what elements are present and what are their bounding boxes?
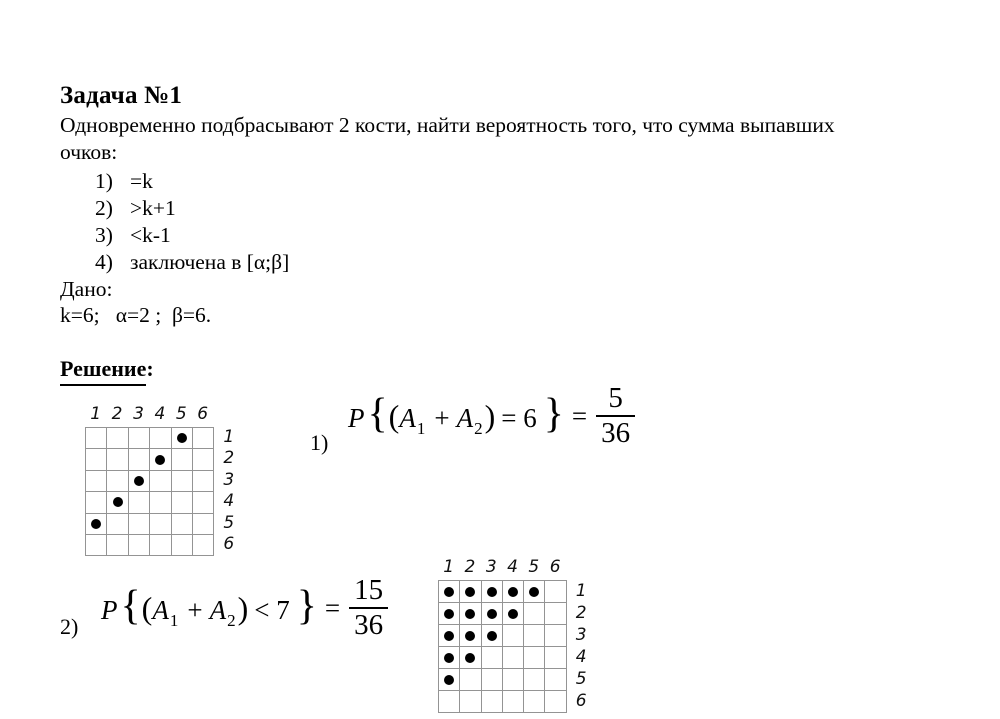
grid-cell — [438, 668, 459, 690]
grid-cell — [149, 491, 170, 512]
grid-cell — [544, 602, 565, 624]
grid-cell — [481, 646, 502, 668]
outcome-dot — [465, 609, 475, 619]
grid-col-label: 1 — [443, 557, 455, 577]
grid-cell — [106, 491, 127, 512]
grid-cell — [106, 448, 127, 469]
grid-cell — [523, 580, 544, 602]
formula-left-brace: { — [120, 583, 141, 629]
grid-row-label: 2 — [575, 603, 587, 623]
grid-cell — [149, 448, 170, 469]
grid-cell — [459, 690, 480, 712]
grid-cell — [149, 427, 170, 448]
grid-cell — [128, 427, 149, 448]
grid-row-label: 4 — [223, 491, 235, 512]
condition-marker: 4) — [95, 250, 113, 274]
solution-heading — [60, 356, 154, 386]
grid-cell — [438, 624, 459, 646]
grid-cell — [438, 690, 459, 712]
grid-cell — [502, 580, 523, 602]
outcome-dot — [444, 587, 454, 597]
fraction-numerator: 5 — [608, 381, 623, 414]
grid-cell — [128, 448, 149, 469]
grid-cell — [85, 491, 106, 512]
grid-cell — [481, 624, 502, 646]
grid-cell — [459, 624, 480, 646]
fraction-numerator: 15 — [354, 573, 384, 606]
formula-A2-sub: 2 — [474, 419, 483, 438]
formula-fraction — [349, 573, 388, 641]
grid-cell — [544, 690, 565, 712]
solution-heading-text: Решение — [60, 356, 146, 386]
grid-cell — [481, 602, 502, 624]
formula-right-paren: ) — [237, 590, 249, 626]
formula-equals: = — [571, 400, 588, 431]
grid-cell — [438, 580, 459, 602]
grid-cell — [106, 534, 127, 555]
grid-cell — [106, 470, 127, 491]
formula-relation: = 6 — [501, 403, 537, 433]
grid-cell — [523, 690, 544, 712]
grid-cell — [544, 668, 565, 690]
grid-cell — [502, 668, 523, 690]
formula-equals: = — [324, 592, 341, 623]
outcome-dot — [134, 476, 144, 486]
condition-text: =k — [130, 169, 153, 193]
grid-cell — [171, 534, 192, 555]
outcome-dot — [91, 519, 101, 529]
grid-cell — [106, 513, 127, 534]
grid-cell — [85, 470, 106, 491]
condition-marker: 2) — [95, 196, 113, 220]
given-label: Дано: — [60, 277, 113, 301]
grid-cell — [192, 534, 213, 555]
solution-item-label-2: 2) — [60, 614, 79, 639]
grid-cell — [192, 448, 213, 469]
grid-cells — [438, 580, 567, 713]
grid-cell — [192, 513, 213, 534]
formula-A2: A — [209, 595, 227, 625]
grid-col-label: 4 — [154, 404, 166, 424]
grid-cell — [128, 513, 149, 534]
outcome-dot — [444, 675, 454, 685]
grid-cell — [106, 427, 127, 448]
grid-row-label: 6 — [575, 691, 587, 711]
outcome-grid-1 — [85, 403, 235, 556]
grid-cell — [149, 534, 170, 555]
outcome-dot — [465, 631, 475, 641]
grid-cell — [85, 513, 106, 534]
condition-text: заключена в [α;β] — [130, 250, 290, 274]
outcome-dot — [155, 455, 165, 465]
outcome-dot — [529, 587, 539, 597]
formula-right-brace: } — [543, 391, 564, 437]
grid-row-labels — [223, 427, 234, 555]
grid-cell — [192, 491, 213, 512]
formula-left-brace: { — [367, 391, 388, 437]
grid-col-label: 2 — [464, 557, 476, 577]
grid-col-labels — [438, 556, 567, 578]
grid-cell — [171, 427, 192, 448]
grid-cell — [544, 646, 565, 668]
grid-cell — [85, 448, 106, 469]
formula-P: P — [101, 595, 118, 625]
fraction-denominator: 36 — [354, 609, 384, 641]
page-title: Задача №1 — [60, 82, 183, 109]
grid-col-label: 5 — [528, 557, 540, 577]
grid-cell — [128, 534, 149, 555]
grid-row-label: 4 — [575, 647, 587, 667]
outcome-dot — [465, 587, 475, 597]
formula-P: P — [348, 403, 365, 433]
solution-heading-colon: : — [146, 356, 154, 381]
outcome-dot — [444, 631, 454, 641]
grid-row-label: 6 — [223, 533, 235, 554]
grid-cell — [438, 602, 459, 624]
formula-fraction — [596, 381, 635, 449]
outcome-dot — [508, 587, 518, 597]
condition-marker: 1) — [95, 169, 113, 193]
grid-cell — [192, 427, 213, 448]
problem-text-line-2: очков: — [60, 140, 118, 164]
condition-text: >k+1 — [130, 196, 176, 220]
probability-formula-2 — [101, 573, 388, 641]
fraction-denominator: 36 — [601, 417, 631, 449]
grid-col-label: 2 — [111, 404, 123, 424]
condition-text: <k-1 — [130, 223, 171, 247]
grid-cell — [171, 470, 192, 491]
grid-cell — [523, 646, 544, 668]
grid-cell — [149, 470, 170, 491]
grid-cells — [85, 427, 214, 556]
grid-cell — [171, 513, 192, 534]
grid-cell — [523, 624, 544, 646]
formula-A1: A — [399, 403, 416, 433]
grid-cell — [149, 513, 170, 534]
grid-cell — [481, 690, 502, 712]
grid-cell — [85, 534, 106, 555]
formula-A1-sub: 1 — [416, 419, 426, 438]
solution-item-label-1: 1) — [310, 430, 329, 455]
given-values: k=6; α=2 ; β=6. — [60, 303, 212, 327]
grid-col-label: 6 — [549, 557, 561, 577]
grid-col-label: 4 — [507, 557, 518, 577]
grid-cell — [459, 580, 480, 602]
condition-marker: 3) — [95, 223, 113, 247]
grid-col-label: 1 — [90, 404, 102, 424]
grid-cell — [523, 668, 544, 690]
grid-cell — [171, 448, 192, 469]
formula-A1-sub: 1 — [169, 611, 179, 630]
outcome-dot — [444, 609, 454, 619]
grid-cell — [128, 491, 149, 512]
grid-col-labels — [85, 403, 214, 425]
outcome-dot — [177, 433, 187, 443]
grid-col-label: 3 — [485, 557, 497, 577]
formula-lhs — [101, 583, 318, 630]
grid-cell — [502, 646, 523, 668]
outcome-dot — [465, 653, 475, 663]
outcome-dot — [487, 631, 497, 641]
grid-cell — [544, 624, 565, 646]
grid-row-label: 1 — [575, 581, 587, 601]
outcome-grid-2 — [438, 556, 587, 713]
grid-row-label: 1 — [223, 427, 235, 447]
grid-row-label: 3 — [223, 469, 235, 490]
outcome-dot — [444, 653, 454, 663]
grid-row-label: 2 — [223, 448, 235, 469]
formula-A2: A — [456, 403, 474, 433]
grid-row-label: 5 — [223, 512, 235, 533]
grid-cell — [502, 690, 523, 712]
grid-cell — [438, 646, 459, 668]
outcome-dot — [113, 497, 123, 507]
grid-cell — [171, 491, 192, 512]
grid-row-label: 3 — [575, 625, 587, 645]
outcome-dot — [508, 609, 518, 619]
formula-left-paren: ( — [388, 398, 400, 434]
grid-cell — [502, 602, 523, 624]
grid-cell — [544, 580, 565, 602]
grid-cell — [192, 470, 213, 491]
grid-cell — [85, 427, 106, 448]
grid-col-label: 5 — [175, 404, 187, 424]
outcome-dot — [487, 609, 497, 619]
problem-text-line-1: Одновременно подбрасывают 2 кости, найти вероятность того, что сумма выпавших — [60, 113, 835, 137]
grid-row-labels — [576, 580, 587, 712]
probability-formula-1 — [348, 381, 635, 449]
grid-cell — [459, 602, 480, 624]
grid-cell — [481, 580, 502, 602]
formula-A2-sub: 2 — [227, 611, 236, 630]
formula-plus: + — [434, 403, 450, 433]
outcome-dot — [487, 587, 497, 597]
grid-cell — [523, 602, 544, 624]
grid-row-label: 5 — [575, 669, 587, 689]
formula-plus: + — [187, 595, 203, 625]
formula-right-paren: ) — [484, 398, 496, 434]
formula-relation: < 7 — [254, 595, 290, 625]
formula-A1: A — [152, 595, 169, 625]
grid-col-label: 6 — [197, 404, 209, 424]
grid-cell — [128, 470, 149, 491]
grid-cell — [459, 668, 480, 690]
grid-col-label: 3 — [133, 404, 144, 424]
formula-left-paren: ( — [141, 590, 153, 626]
grid-cell — [459, 646, 480, 668]
grid-cell — [481, 668, 502, 690]
formula-right-brace: } — [296, 583, 317, 629]
grid-cell — [502, 624, 523, 646]
formula-lhs — [348, 391, 565, 438]
